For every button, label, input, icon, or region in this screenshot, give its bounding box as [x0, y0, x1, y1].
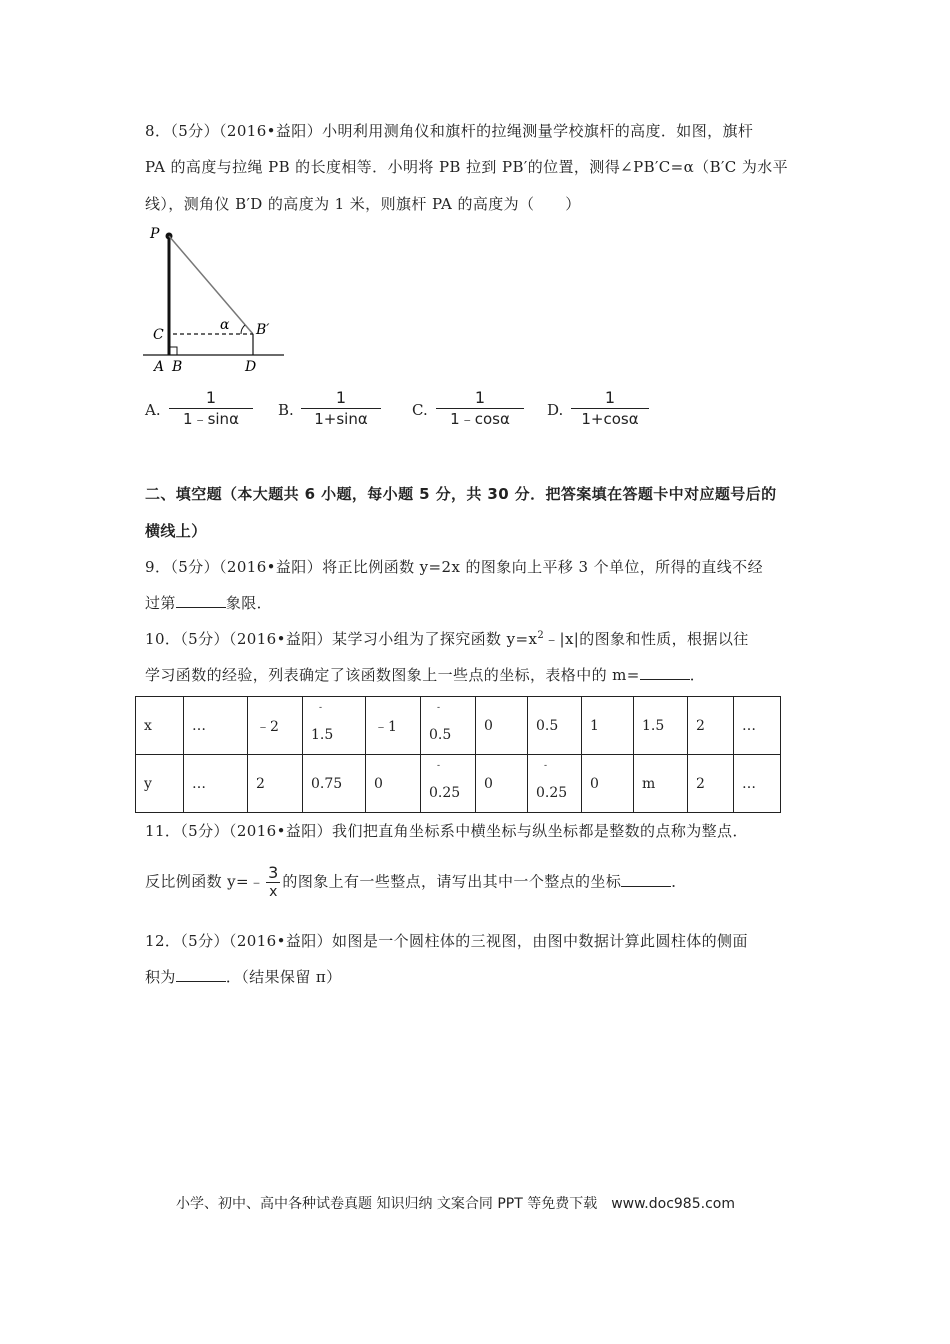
q10-line-2 [145, 664, 705, 685]
q10-line-1-b: ﹣|x|的图象和性质，根据以往 [544, 630, 749, 648]
q12-line-2-b: ．（结果保留 π） [225, 968, 342, 986]
table-cell: y [136, 755, 184, 813]
option-a-label: A. [145, 401, 161, 419]
label-b: B [172, 359, 183, 375]
q11-answer-blank[interactable] [621, 872, 671, 887]
q11-fraction [266, 864, 280, 901]
table-cell: … [734, 697, 781, 755]
table-cell [303, 697, 366, 755]
table-cell: 0 [366, 755, 421, 813]
table-cell: ﹣1 [366, 697, 421, 755]
label-p: P [150, 226, 160, 242]
q11-fraction-numerator: 3 [268, 863, 279, 882]
angle-arc [241, 325, 245, 334]
option-a-denominator: 1﹣sinα [183, 410, 239, 428]
q10-line-2-a: 学习函数的经验，列表确定了该函数图象上一些点的坐标，表格中的 m= [145, 666, 640, 684]
option-b-numerator: 1 [335, 388, 347, 407]
q12-line-1: 12．（5分）（2016•益阳）如图是一个圆柱体的三视图，由图中数据计算此圆柱体的侧面 [145, 932, 748, 950]
table-cell-value: 0.5 [429, 726, 452, 743]
table-cell: 0 [476, 697, 528, 755]
rope-line [169, 236, 253, 334]
negative-mark: - [437, 761, 441, 771]
q8-line-3: 线），测角仪 B′D 的高度为 1 米，则旗杆 PA 的高度为（ ） [145, 195, 581, 213]
option-c-fraction [435, 388, 525, 429]
option-a-numerator: 1 [205, 388, 217, 407]
table-cell: 0.5 [528, 697, 582, 755]
q8-figure [140, 222, 290, 377]
table-cell: 2 [688, 755, 734, 813]
table-cell-value: 0.25 [536, 784, 568, 801]
table-cell-value: 1.5 [311, 726, 334, 743]
option-b-fraction [300, 388, 382, 429]
table-row-y [136, 755, 781, 813]
option-c-denominator: 1﹣cosα [450, 410, 510, 428]
table-cell: 0 [582, 755, 634, 813]
option-d-numerator: 1 [604, 388, 616, 407]
table-cell: 0 [476, 755, 528, 813]
table-cell [421, 697, 476, 755]
section-2-heading-line-2: 横线上） [145, 522, 207, 540]
table-cell: … [184, 697, 248, 755]
table-cell: 0.75 [303, 755, 366, 813]
label-a: A [154, 359, 165, 375]
label-alpha: α [220, 317, 230, 333]
q10-value-table [135, 696, 781, 813]
table-cell: … [184, 755, 248, 813]
q8-line-2: PA 的高度与拉绳 PB 的长度相等．小明将 PB 拉到 PB′的位置，测得∠PB′C=α（B′C 为水平 [145, 158, 789, 176]
table-cell: 2 [248, 755, 303, 813]
q11-line-1: 11．（5分）（2016•益阳）我们把直角坐标系中横坐标与纵坐标都是整数的点称为整点． [145, 822, 748, 840]
table-cell [421, 755, 476, 813]
option-d-denominator: 1+cosα [581, 410, 639, 428]
q9-answer-blank[interactable] [176, 593, 226, 608]
label-b-prime: B′ [256, 322, 270, 338]
q11-line-2-b: 的图象上有一些整点，请写出其中一个整点的坐标 [282, 872, 622, 891]
table-row-x [136, 697, 781, 755]
page-footer: 小学、初中、高中各种试卷真题 知识归纳 文案合同 PPT 等免费下载 www.doc985.com [176, 1196, 735, 1212]
q8-line-1: 8．（5分）（2016•益阳）小明利用测角仪和旗杆的拉绳测量学校旗杆的高度．如图，旗杆 [145, 122, 754, 140]
q9-line-2-b: 象限． [225, 594, 273, 612]
label-d: D [245, 359, 257, 375]
q12-line-2-a: 积为 [145, 968, 176, 986]
q12-line-2 [145, 966, 342, 987]
table-cell: x [136, 697, 184, 755]
negative-mark: - [544, 761, 548, 771]
section-2-heading-line-1: 二、填空题（本大题共 6 小题，每小题 5 分，共 30 分．把答案填在答题卡中对应题号后的 [145, 485, 777, 503]
option-b-label: B. [278, 401, 294, 419]
table-cell: 2 [688, 697, 734, 755]
table-cell: … [734, 755, 781, 813]
q9-line-1: 9．（5分）（2016•益阳）将正比例函数 y=2x 的图象向上平移 3 个单位，所得的直线不经 [145, 558, 763, 576]
q10-line-1 [145, 628, 749, 649]
option-c-label: C. [412, 401, 428, 419]
option-b-denominator: 1+sinα [314, 410, 368, 428]
q10-line-1-a: 10．（5分）（2016•益阳）某学习小组为了探究函数 y=x [145, 630, 538, 648]
q11-line-2 [145, 864, 687, 901]
negative-mark: - [319, 703, 323, 713]
q11-line-2-a: 反比例函数 y=﹣ [145, 872, 265, 891]
q10-answer-blank[interactable] [640, 665, 690, 680]
label-c: C [153, 327, 164, 343]
table-cell: m [634, 755, 688, 813]
negative-mark: - [437, 703, 441, 713]
q9-line-2 [145, 592, 272, 613]
q11-fraction-denominator: x [269, 884, 278, 900]
q10-exponent: 2 [537, 630, 545, 641]
option-d-fraction [570, 388, 650, 429]
table-cell: 1 [582, 697, 634, 755]
q10-line-2-b: ． [689, 666, 706, 684]
option-c-numerator: 1 [474, 388, 486, 407]
q12-answer-blank[interactable] [176, 967, 226, 982]
q9-line-2-a: 过第 [145, 594, 176, 612]
option-a-fraction [168, 388, 254, 429]
q11-line-2-c: ． [671, 872, 687, 891]
table-cell-value: 0.25 [429, 784, 461, 801]
table-cell: 1.5 [634, 697, 688, 755]
table-cell: ﹣2 [248, 697, 303, 755]
table-cell [528, 755, 582, 813]
option-d-label: D. [547, 401, 564, 419]
